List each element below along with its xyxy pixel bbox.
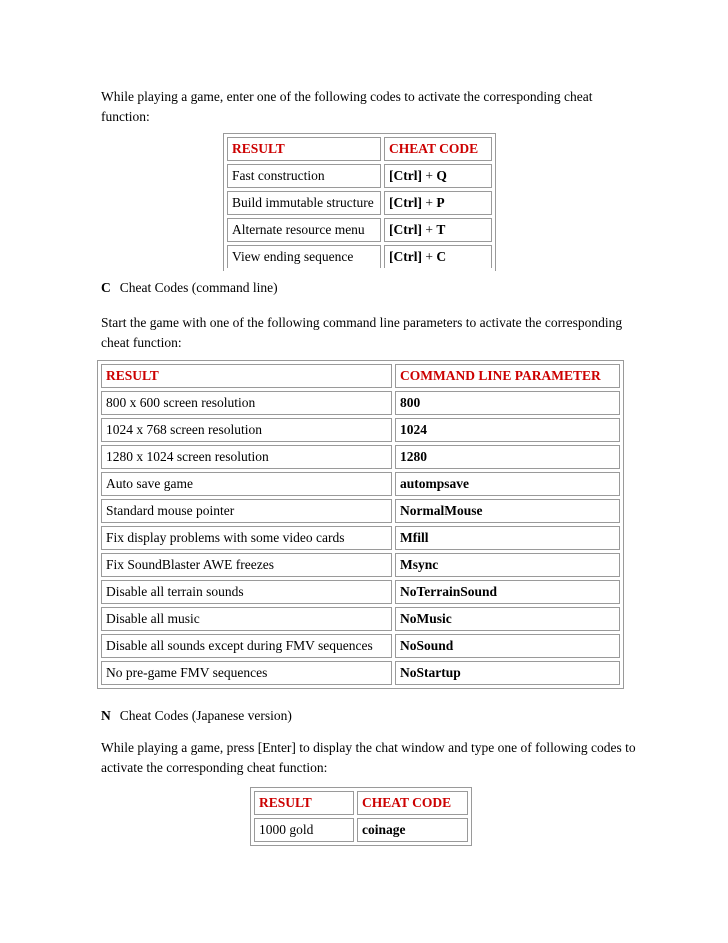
result-cell: Disable all music	[101, 607, 392, 631]
result-cell: View ending sequence	[227, 245, 381, 268]
table-row	[101, 445, 620, 469]
key-label: [Ctrl]	[389, 222, 422, 237]
key-label: [Ctrl]	[389, 168, 422, 183]
parameter-cell: 1024	[395, 418, 620, 442]
cheat-code-cell	[384, 245, 492, 268]
table-header-row	[254, 791, 468, 815]
result-cell: 1000 gold	[254, 818, 354, 842]
result-cell: Disable all sounds except during FMV sequences	[101, 634, 392, 658]
cheat-code-cell	[384, 218, 492, 242]
parameter-cell: Mfill	[395, 526, 620, 550]
section-letter: N	[101, 708, 111, 723]
table-row	[101, 526, 620, 550]
table-row	[101, 661, 620, 685]
result-cell: 800 x 600 screen resolution	[101, 391, 392, 415]
parameter-cell: 800	[395, 391, 620, 415]
table-header-row	[227, 137, 492, 161]
result-cell: Fix display problems with some video cards	[101, 526, 392, 550]
header-cheat-code: CHEAT CODE	[357, 791, 468, 815]
result-cell: 1024 x 768 screen resolution	[101, 418, 392, 442]
section-title: Cheat Codes (command line)	[119, 280, 278, 295]
cheat-code-cell	[384, 191, 492, 215]
header-result: RESULT	[227, 137, 381, 161]
header-cheat-code: CHEAT CODE	[384, 137, 492, 161]
section-heading-n	[101, 707, 292, 725]
key-label: [Ctrl]	[389, 195, 422, 210]
table-header-row	[101, 364, 620, 388]
intro-paragraph-3: While playing a game, press [Enter] to display the chat window and type one of following codes to activate the corresponding cheat function:	[101, 740, 636, 775]
plus-sign: +	[421, 249, 437, 264]
result-cell: 1280 x 1024 screen resolution	[101, 445, 392, 469]
parameter-cell: NoSound	[395, 634, 620, 658]
intro-paragraph-1: While playing a game, enter one of the following codes to activate the corresponding cheat function:	[101, 89, 593, 124]
header-result: RESULT	[254, 791, 354, 815]
parameter-cell: NoMusic	[395, 607, 620, 631]
table-row	[101, 553, 620, 577]
result-cell: Standard mouse pointer	[101, 499, 392, 523]
parameter-cell: 1280	[395, 445, 620, 469]
header-parameter: COMMAND LINE PARAMETER	[395, 364, 620, 388]
plus-sign: +	[421, 195, 437, 210]
result-cell: Disable all terrain sounds	[101, 580, 392, 604]
key-letter: Q	[436, 168, 447, 183]
result-cell: Alternate resource menu	[227, 218, 381, 242]
table-row	[227, 164, 492, 188]
key-letter: T	[436, 222, 446, 237]
table-row	[101, 391, 620, 415]
parameter-cell: NoTerrainSound	[395, 580, 620, 604]
result-cell: Auto save game	[101, 472, 392, 496]
table-row	[101, 634, 620, 658]
table-row	[227, 218, 492, 242]
table-row	[101, 472, 620, 496]
section-heading-c	[101, 279, 278, 297]
section-letter: C	[101, 280, 111, 295]
result-cell: Build immutable structure	[227, 191, 381, 215]
key-letter: P	[436, 195, 445, 210]
keyboard-cheat-table	[223, 133, 496, 271]
table-row	[101, 418, 620, 442]
table-row	[227, 245, 492, 268]
table-row	[227, 191, 492, 215]
parameter-cell: NoStartup	[395, 661, 620, 685]
cheat-code-cell	[384, 164, 492, 188]
table-row	[254, 818, 468, 842]
command-line-table	[97, 360, 624, 689]
plus-sign: +	[421, 168, 437, 183]
section-title: Cheat Codes (Japanese version)	[119, 708, 292, 723]
table-row	[101, 499, 620, 523]
parameter-cell: NormalMouse	[395, 499, 620, 523]
header-result: RESULT	[101, 364, 392, 388]
japanese-cheat-table	[250, 787, 472, 846]
result-cell: No pre-game FMV sequences	[101, 661, 392, 685]
key-letter: C	[436, 249, 447, 264]
result-cell: Fast construction	[227, 164, 381, 188]
intro-paragraph-2: Start the game with one of the following command line parameters to activate the corresponding cheat function:	[101, 315, 623, 350]
table-row	[101, 580, 620, 604]
key-label: [Ctrl]	[389, 249, 422, 264]
parameter-cell: autompsave	[395, 472, 620, 496]
table-row	[101, 607, 620, 631]
plus-sign: +	[421, 222, 437, 237]
parameter-cell: Msync	[395, 553, 620, 577]
result-cell: Fix SoundBlaster AWE freezes	[101, 553, 392, 577]
cheat-code-cell: coinage	[357, 818, 468, 842]
